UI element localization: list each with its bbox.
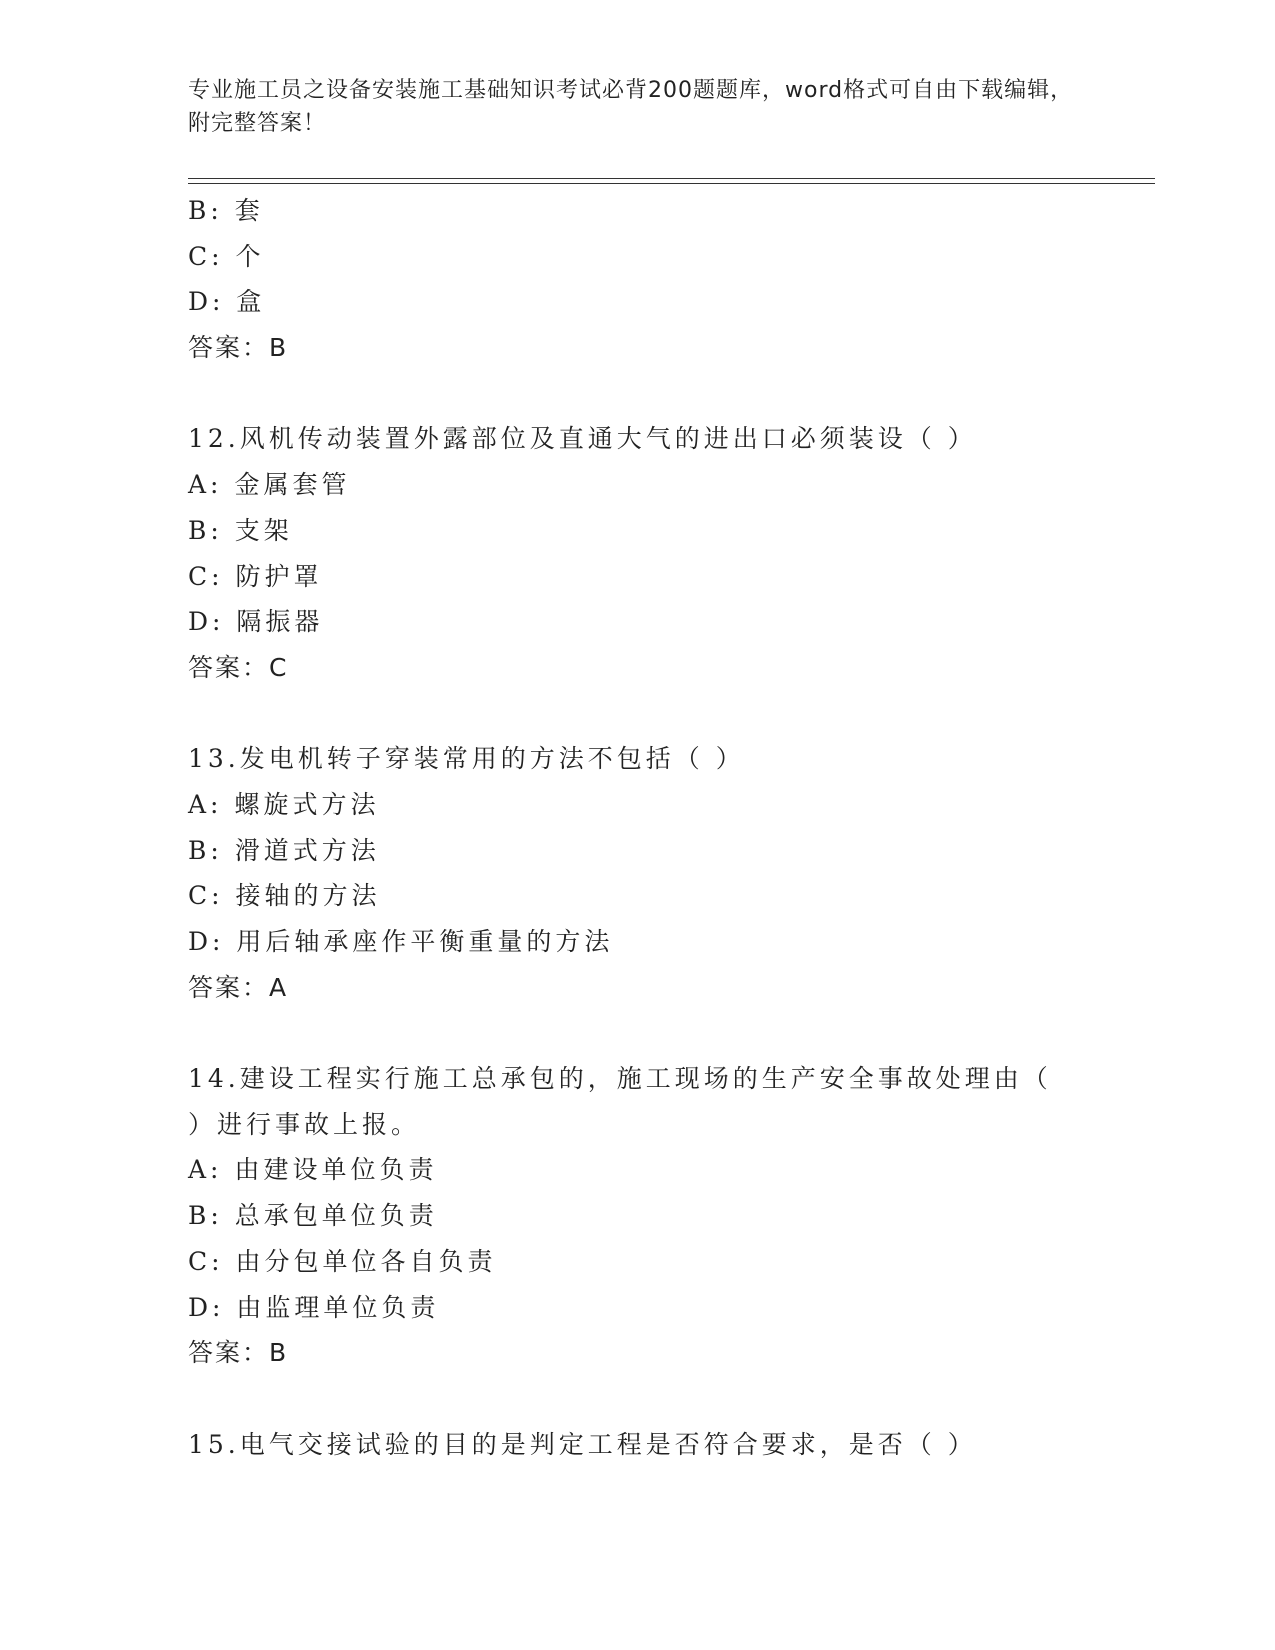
spacer xyxy=(188,371,1088,417)
option-c: C: 个 xyxy=(188,241,265,271)
spacer xyxy=(188,1010,1088,1056)
spacer xyxy=(188,1376,1088,1422)
option-c: C: 接轴的方法 xyxy=(188,881,381,911)
option-a: A: 螺旋式方法 xyxy=(188,789,380,819)
option-a: A: 由建设单位负责 xyxy=(188,1155,438,1185)
question-stem-14-line2: ）进行事故上报。 xyxy=(188,1109,421,1139)
option-d: D: 盒 xyxy=(188,287,266,317)
question-stem-13: 13.发电机转子穿装常用的方法不包括（ ） xyxy=(188,744,745,774)
header-title: 专业施工员之设备安装施工基础知识考试必背200题题库，word格式可自由下载编辑，附完整答案！ xyxy=(188,78,1074,136)
answer-line: 答案：C xyxy=(188,652,289,682)
option-d: D: 用后轴承座作平衡重量的方法 xyxy=(188,927,614,956)
option-c: C: 由分包单位各自负责 xyxy=(188,1246,497,1276)
option-b: B: 支架 xyxy=(188,515,293,545)
option-a: A: 金属套管 xyxy=(188,470,351,500)
header-divider-top xyxy=(188,178,1155,179)
question-list xyxy=(188,188,1088,1467)
question-stem-14-line1: 14.建设工程实行施工总承包的，施工现场的生产安全事故处理由（ xyxy=(188,1064,1052,1094)
option-c: C: 防护罩 xyxy=(188,561,323,591)
question-stem-12: 12.风机传动装置外露部位及直通大气的进出口必须装设（ ） xyxy=(188,424,977,454)
answer-line: 答案：A xyxy=(188,972,289,1002)
option-d: D: 隔振器 xyxy=(188,607,324,637)
answer-line: 答案：B xyxy=(188,333,289,363)
option-d: D: 由监理单位负责 xyxy=(188,1292,440,1322)
question-stem-15: 15.电气交接试验的目的是判定工程是否符合要求，是否（ ） xyxy=(188,1429,977,1459)
option-b: B: 滑道式方法 xyxy=(188,835,380,865)
spacer xyxy=(188,691,1088,737)
option-b: B: 总承包单位负责 xyxy=(188,1201,438,1231)
header-divider-bottom xyxy=(188,183,1155,184)
option-b: B: 套 xyxy=(188,196,264,225)
answer-line: 答案：B xyxy=(188,1338,289,1368)
document-header xyxy=(188,74,1088,140)
